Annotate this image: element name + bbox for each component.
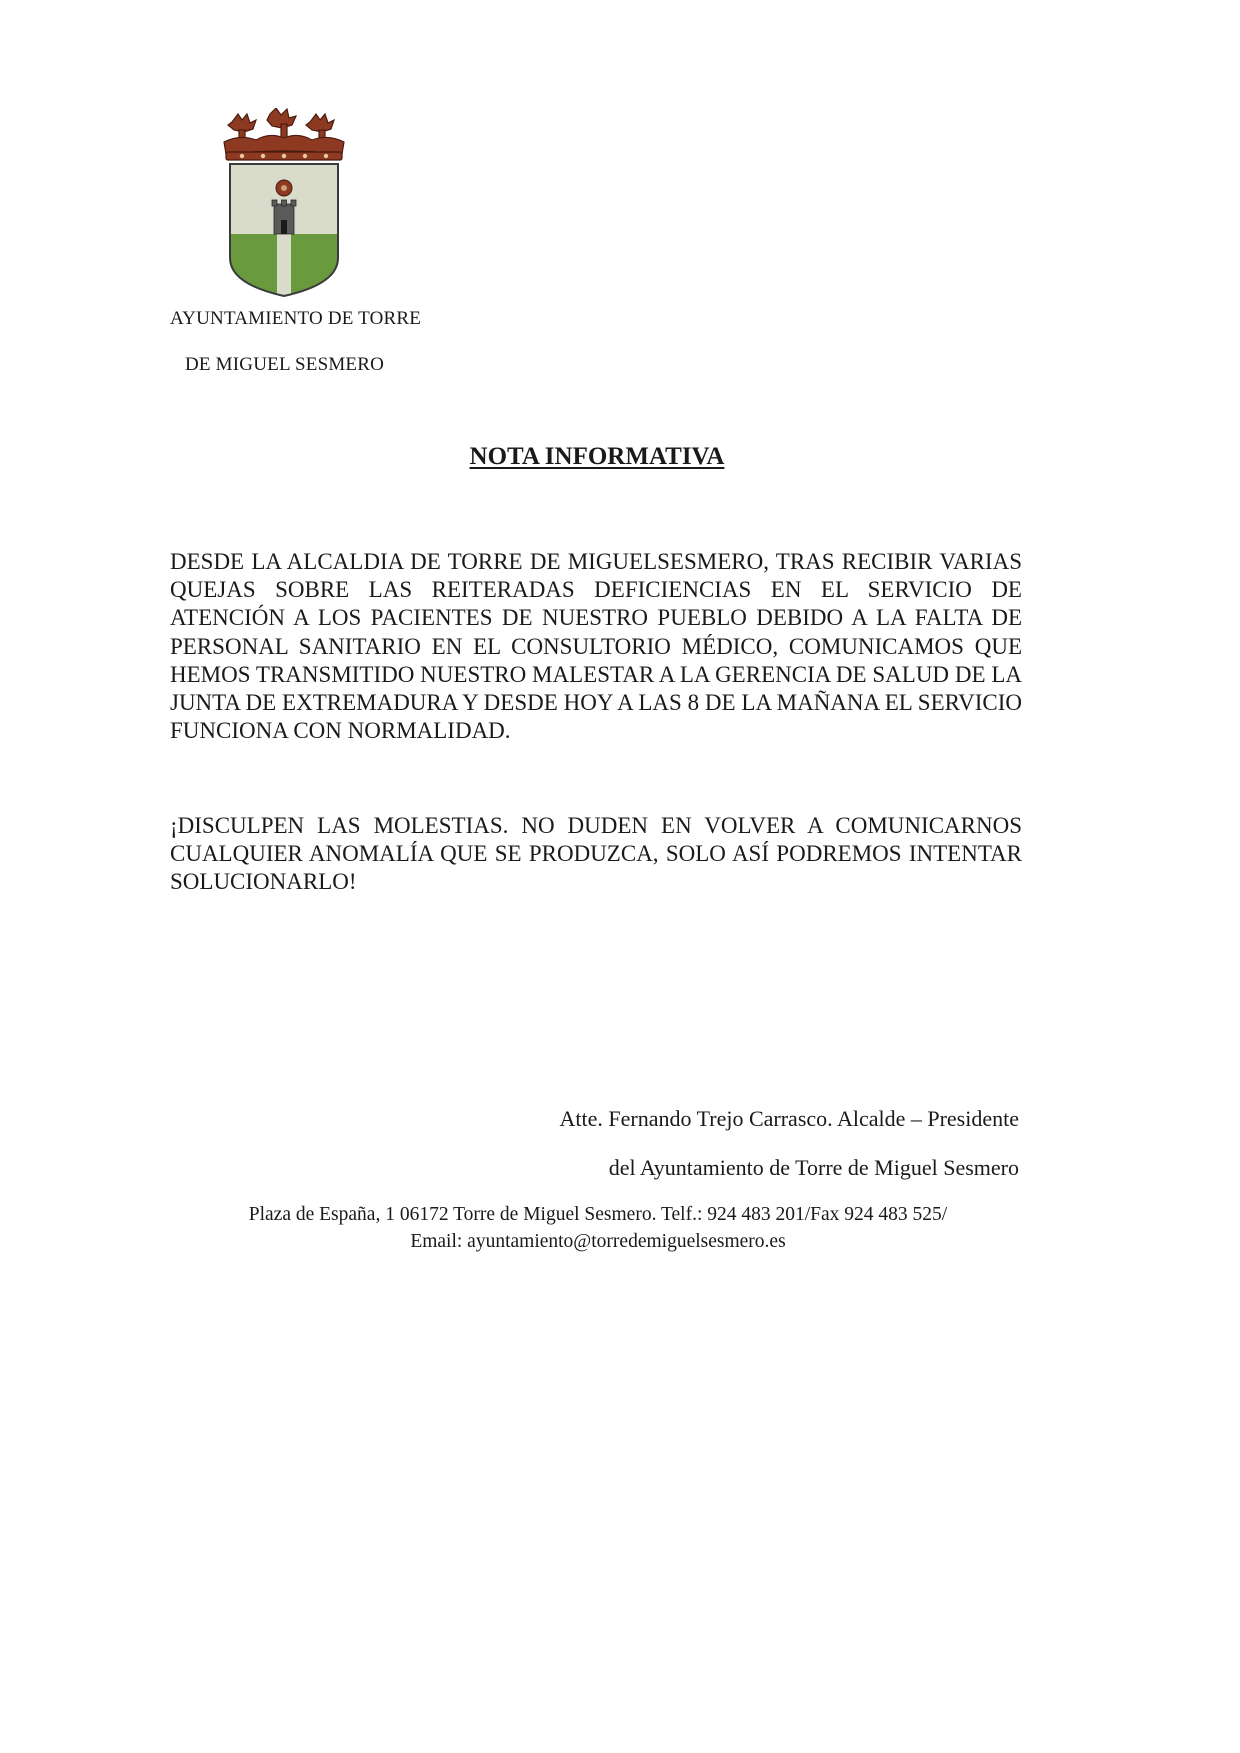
org-name-line-2: DE MIGUEL SESMERO [185, 354, 385, 375]
body-paragraph-1: DESDE LA ALCALDIA DE TORRE DE MIGUELSESMERO, TRAS RECIBIR VARIAS QUEJAS SOBRE LAS REITERADAS DEFICIENCIAS EN EL SERVICIO DE ATENCIÓN A LOS PACIENTES DE NUESTRO PUEBLO DEBIDO A LA FALTA DE PERSONAL SANITARIO EN EL CONSULTORIO MÉDICO, COMUNICAMOS QUE HEMOS TRANSMITIDO NUESTRO MALESTAR A LA GERENCIA DE SALUD DE LA JUNTA DE EXTREMADURA Y DESDE HOY A LAS 8 DE LA MAÑANA EL SERVICIO FUNCIONA CON NORMALIDAD. [170, 549, 1022, 744]
page-title: NOTA INFORMATIVA [469, 443, 725, 470]
coat-of-arms-icon [220, 108, 348, 300]
footer-address: Plaza de España, 1 06172 Torre de Miguel Sesmero. Telf.: 924 483 201/Fax 924 483 525/ [248, 1204, 948, 1225]
body-paragraph-2: ¡DISCULPEN LAS MOLESTIAS. NO DUDEN EN VOLVER A COMUNICARNOS CUALQUIER ANOMALÍA QUE SE PRODUZCA, SOLO ASÍ PODREMOS INTENTAR SOLUCIONARLO! [170, 813, 1022, 895]
footer-email: Email: ayuntamiento@torredemiguelsesmero.es [410, 1231, 786, 1252]
signature-line-2: del Ayuntamiento de Torre de Miguel Sesmero [608, 1155, 1019, 1180]
signature-line-1: Atte. Fernando Trejo Carrasco. Alcalde – Presidente [559, 1106, 1019, 1131]
org-name-line-1: AYUNTAMIENTO DE TORRE [170, 308, 422, 329]
